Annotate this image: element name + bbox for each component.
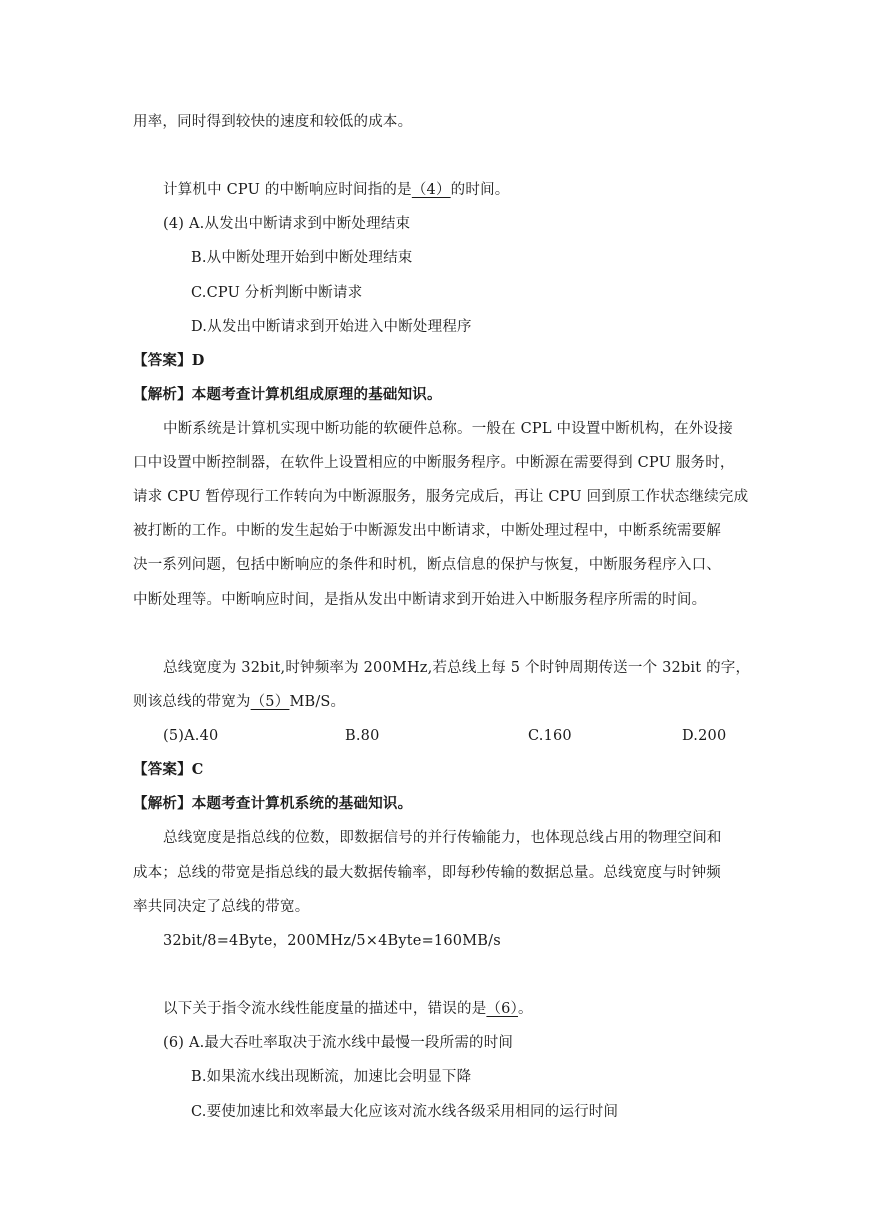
q5-option-c: C.160	[528, 728, 572, 744]
q6-stem-before: 以下关于指令流水线性能度量的描述中，错误的是	[163, 1001, 487, 1017]
q5-analysis-title: 【解析】本题考查计算机系统的基础知识。	[133, 795, 413, 812]
q6-stem-after: 。	[517, 1001, 533, 1017]
intro-tail-text: 用率，同时得到较快的速度和较低的成本。	[133, 114, 413, 130]
q4-option-a: (4) A.从发出中断请求到中断处理结束	[163, 216, 411, 232]
q5-analysis-line-2: 成本；总线的带宽是指总线的最大数据传输率，即每秒传输的数据总量。总线宽度与时钟频	[133, 865, 721, 881]
q5-analysis-line-1: 总线宽度是指总线的位数，即数据信号的并行传输能力，也体现总线占用的物理空间和	[163, 830, 722, 846]
q5-option-a: (5)A.40	[163, 728, 219, 744]
q6-option-c: C.要使加速比和效率最大化应该对流水线各级采用相同的运行时间	[191, 1104, 619, 1120]
q4-option-d: D.从发出中断请求到开始进入中断处理程序	[191, 319, 472, 335]
q6-blank: （6）	[486, 1001, 518, 1017]
q4-analysis-line-5: 决一系列问题，包括中断响应的条件和时机，断点信息的保护与恢复，中断服务程序入口、	[133, 557, 721, 573]
q4-analysis-line-2: 口中设置中断控制器，在软件上设置相应的中断服务程序。中断源在需要得到 CPU 服务时，	[133, 455, 735, 471]
q4-analysis-line-6: 中断处理等。中断响应时间，是指从发出中断请求到开始进入中断服务程序所需的时间。	[133, 592, 707, 608]
q4-answer: 【答案】D	[133, 352, 205, 369]
q5-analysis-line-3: 率共同决定了总线的带宽。	[133, 899, 310, 915]
q4-stem-after: 的时间。	[450, 182, 510, 198]
q4-stem-before: 计算机中 CPU 的中断响应时间指的是	[163, 182, 412, 198]
q4-analysis-line-3: 请求 CPU 暂停现行工作转向为中断源服务，服务完成后，再让 CPU 回到原工作状态继续完成	[133, 489, 749, 505]
q5-answer: 【答案】C	[133, 761, 204, 778]
q6-option-a: (6) A.最大吞吐率取决于流水线中最慢一段所需的时间	[163, 1035, 514, 1051]
q5-stem-line-1: 总线宽度为 32bit,时钟频率为 200MHz,若总线上每 5 个时钟周期传送一个 32bit 的字，	[163, 660, 751, 676]
q4-stem	[163, 180, 509, 200]
q5-stem-before: 则该总线的带宽为	[133, 694, 251, 710]
q5-option-d: D.200	[682, 728, 727, 744]
q5-blank: （5）	[250, 694, 290, 710]
q4-analysis-line-1: 中断系统是计算机实现中断功能的软硬件总称。一般在 CPL 中设置中断机构，在外设接	[163, 421, 733, 437]
q5-stem-after: MB/S。	[289, 694, 346, 710]
q6-stem	[163, 999, 533, 1019]
q4-analysis-title: 【解析】本题考查计算机组成原理的基础知识。	[133, 386, 442, 403]
q6-option-b: B.如果流水线出现断流，加速比会明显下降	[191, 1069, 472, 1085]
q5-stem-line-2	[133, 692, 345, 712]
q5-formula: 32bit/8=4Byte，200MHz/5×4Byte=160MB/s	[163, 933, 501, 949]
q4-option-c: C.CPU 分析判断中断请求	[191, 285, 363, 301]
q5-option-b: B.80	[345, 728, 380, 744]
q4-blank: （4）	[411, 182, 451, 198]
q4-option-b: B.从中断处理开始到中断处理结束	[191, 250, 413, 266]
q4-analysis-line-4: 被打断的工作。中断的发生起始于中断源发出中断请求，中断处理过程中，中断系统需要解	[133, 523, 721, 539]
